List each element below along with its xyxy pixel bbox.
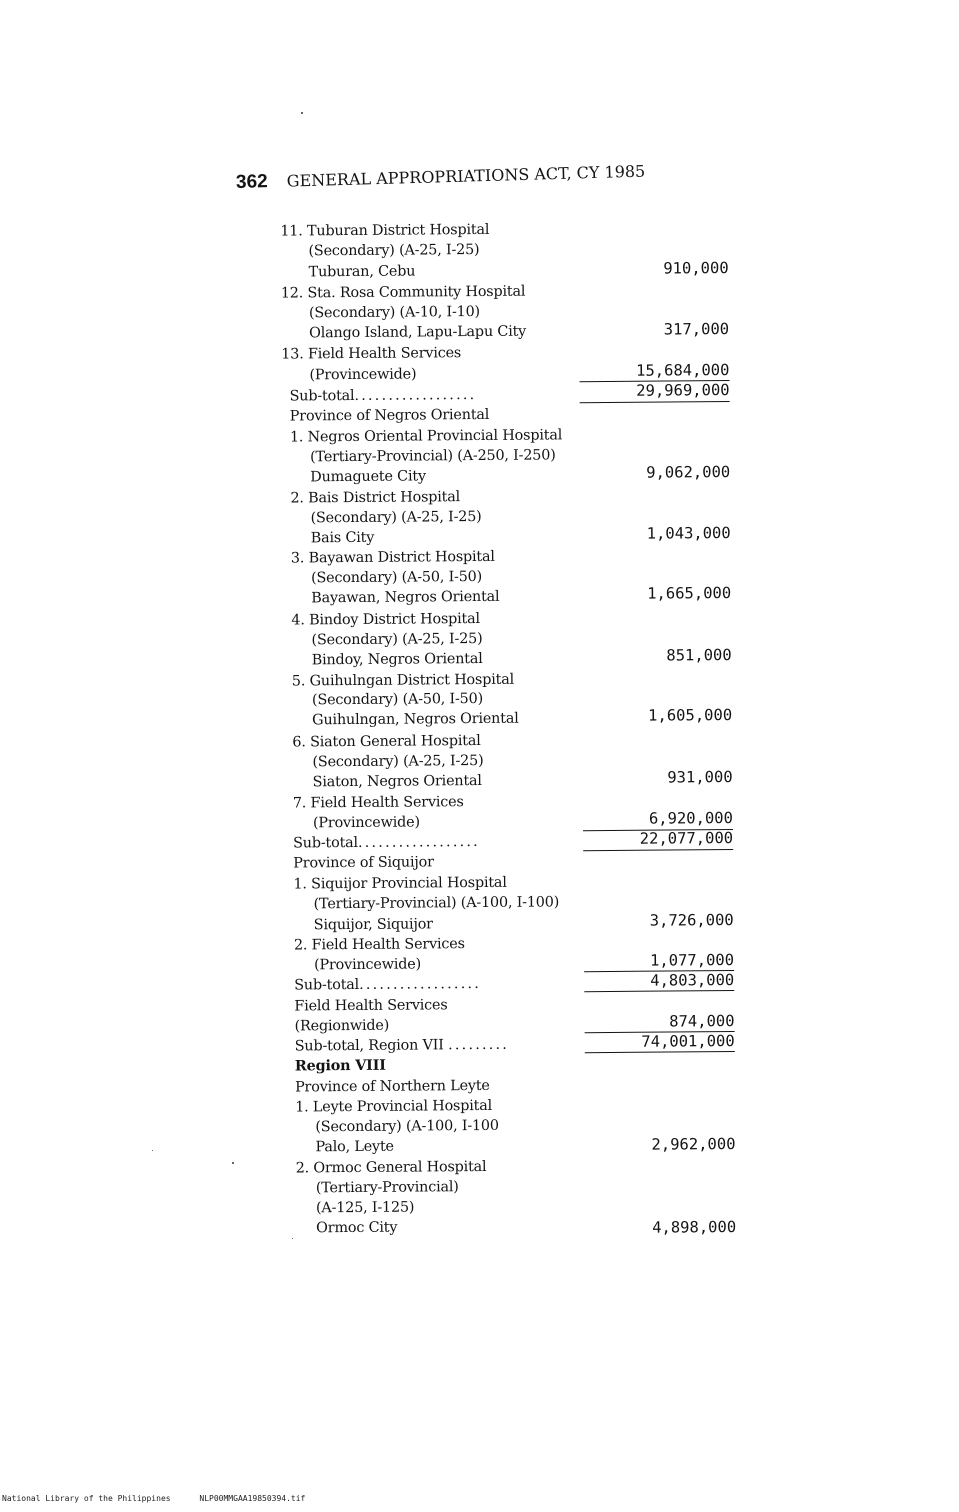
item-classification: (Tertiary-Provincial): [315, 1179, 459, 1197]
region-subtotal-label: [295, 1036, 509, 1056]
item-title: 11. Tuburan District Hospital: [280, 221, 490, 240]
item-location: Olango Island, Lapu-Lapu City: [309, 323, 527, 342]
item-location: Siaton, Negros Oriental: [312, 772, 482, 791]
item-title: 1. Siquijor Provincial Hospital: [293, 874, 507, 893]
item-classification: (Secondary) (A-100, I-100: [315, 1117, 499, 1136]
item-classification: (Regionwide): [294, 1017, 390, 1035]
item-amount: 1,605,000: [648, 706, 733, 725]
dot-leader: ..................: [358, 976, 482, 993]
item-amount: 1,665,000: [647, 584, 732, 603]
item-location: Palo, Leyte: [315, 1138, 394, 1156]
item-title: 7. Field Health Services: [292, 794, 464, 812]
item-location: Guihulngan, Negros Oriental: [312, 710, 519, 729]
item-amount: 317,000: [663, 320, 730, 339]
item-amount: 931,000: [667, 768, 733, 787]
province-heading: Province of Siquijor: [293, 854, 434, 872]
scan-speck: [152, 1150, 153, 1151]
item-title: 6. Siaton General Hospital: [292, 732, 481, 751]
item-amount: 6,920,000: [648, 809, 734, 828]
item-amount: 9,062,000: [646, 463, 731, 482]
subtotal-label: [293, 833, 480, 852]
item-title: 2. Bais District Hospital: [290, 489, 461, 507]
scan-speck: [292, 1238, 293, 1239]
subtotal-label-text: Sub-total: [289, 387, 355, 405]
item-amount: 1,043,000: [646, 524, 731, 543]
item-amount: 4,898,000: [652, 1218, 737, 1237]
item-classification: (Secondary) (A-10, I-10): [308, 303, 480, 322]
item-classification: (Secondary) (A-25, I-25): [310, 508, 482, 527]
item-title: 5. Guihulngan District Hospital: [291, 671, 515, 690]
region-heading: Region VIII: [294, 1056, 386, 1075]
subtotal-amount: 29,969,000: [636, 381, 730, 400]
dot-leader: ..................: [354, 387, 477, 404]
item-title: 1. Negros Oriental Provincial Hospital: [289, 427, 563, 446]
item-classification: (Provincewide): [312, 814, 420, 832]
item-amount: 2,962,000: [651, 1135, 736, 1154]
item-title: 2. Field Health Services: [293, 936, 465, 954]
item-location: Siquijor, Siquijor: [313, 916, 433, 934]
item-amount: 3,726,000: [649, 911, 734, 930]
item-classification: (Tertiary-Provincial) (A-250, I-250): [310, 447, 556, 466]
item-classification: (Provincewide): [314, 956, 422, 974]
running-title: GENERAL APPROPRIATIONS ACT, CY 1985: [286, 161, 646, 191]
subtotal-rule: [583, 849, 733, 851]
item-classification: (Secondary) (A-50, I-50): [311, 690, 484, 709]
item-title: 3. Bayawan District Hospital: [290, 548, 495, 567]
footer-filename: NLP00MMGAA19850394.tif: [199, 1494, 306, 1503]
item-title: 13. Field Health Services: [281, 345, 462, 363]
item-classification: (Secondary) (A-25, I-25): [311, 630, 483, 649]
scan-footer: [0, 1494, 329, 1508]
page-number: 362: [235, 171, 268, 193]
item-title: Field Health Services: [294, 997, 448, 1015]
item-location: Bais City: [310, 529, 375, 547]
subtotal-amount: 22,077,000: [639, 829, 734, 848]
subtotal-label: [294, 975, 481, 994]
item-amount: 851,000: [666, 646, 732, 665]
footer-library: National Library of the Philippines: [2, 1494, 171, 1503]
item-location: Bayawan, Negros Oriental: [311, 588, 500, 607]
item-classification: (Secondary) (A-50, I-50): [310, 568, 483, 587]
item-title: 12. Sta. Rosa Community Hospital: [280, 283, 526, 302]
item-title: 4. Bindoy District Hospital: [291, 610, 480, 629]
item-location: Tuburan, Cebu: [308, 263, 416, 281]
item-amount: 1,077,000: [649, 951, 735, 970]
region-subtotal-amount: 74,001,000: [641, 1032, 735, 1051]
item-amount: 910,000: [663, 259, 729, 278]
region-subtotal-label-text: Sub-total, Region VII: [294, 1037, 444, 1055]
subtotal-label-text: Sub-total: [293, 834, 359, 852]
item-title: 1. Leyte Provincial Hospital: [295, 1097, 493, 1116]
item-location: Ormoc City: [316, 1219, 398, 1237]
item-location: Bindoy, Negros Oriental: [311, 650, 483, 669]
scan-speck: [301, 112, 303, 114]
subtotal-amount: 4,803,000: [650, 971, 735, 990]
item-amount: 874,000: [669, 1012, 735, 1031]
item-classification: (Secondary) (A-25, I-25): [312, 752, 484, 771]
item-location: Dumaguete City: [310, 468, 426, 486]
item-amount: 15,684,000: [636, 361, 730, 380]
item-classification: (Secondary) (A-25, I-25): [308, 241, 480, 260]
scan-speck: [232, 1162, 234, 1164]
item-classification: (A-125, I-125): [315, 1199, 415, 1217]
subtotal-label: [290, 386, 477, 405]
item-classification: (Tertiary-Provincial) (A-100, I-100): [313, 894, 560, 913]
subtotal-label-text: Sub-total: [294, 976, 360, 994]
subtotal-rule: [580, 401, 730, 403]
item-title: 2. Ormoc General Hospital: [295, 1158, 487, 1177]
province-heading: Province of Northern Leyte: [294, 1077, 490, 1096]
dot-leader: ..................: [357, 834, 480, 851]
subtotal-rule: [584, 990, 734, 992]
dot-leader: .........: [448, 1036, 510, 1054]
item-classification: (Provincewide): [309, 366, 417, 384]
subtotal-rule: [585, 1051, 735, 1053]
province-heading: Province of Negros Oriental: [289, 406, 490, 425]
